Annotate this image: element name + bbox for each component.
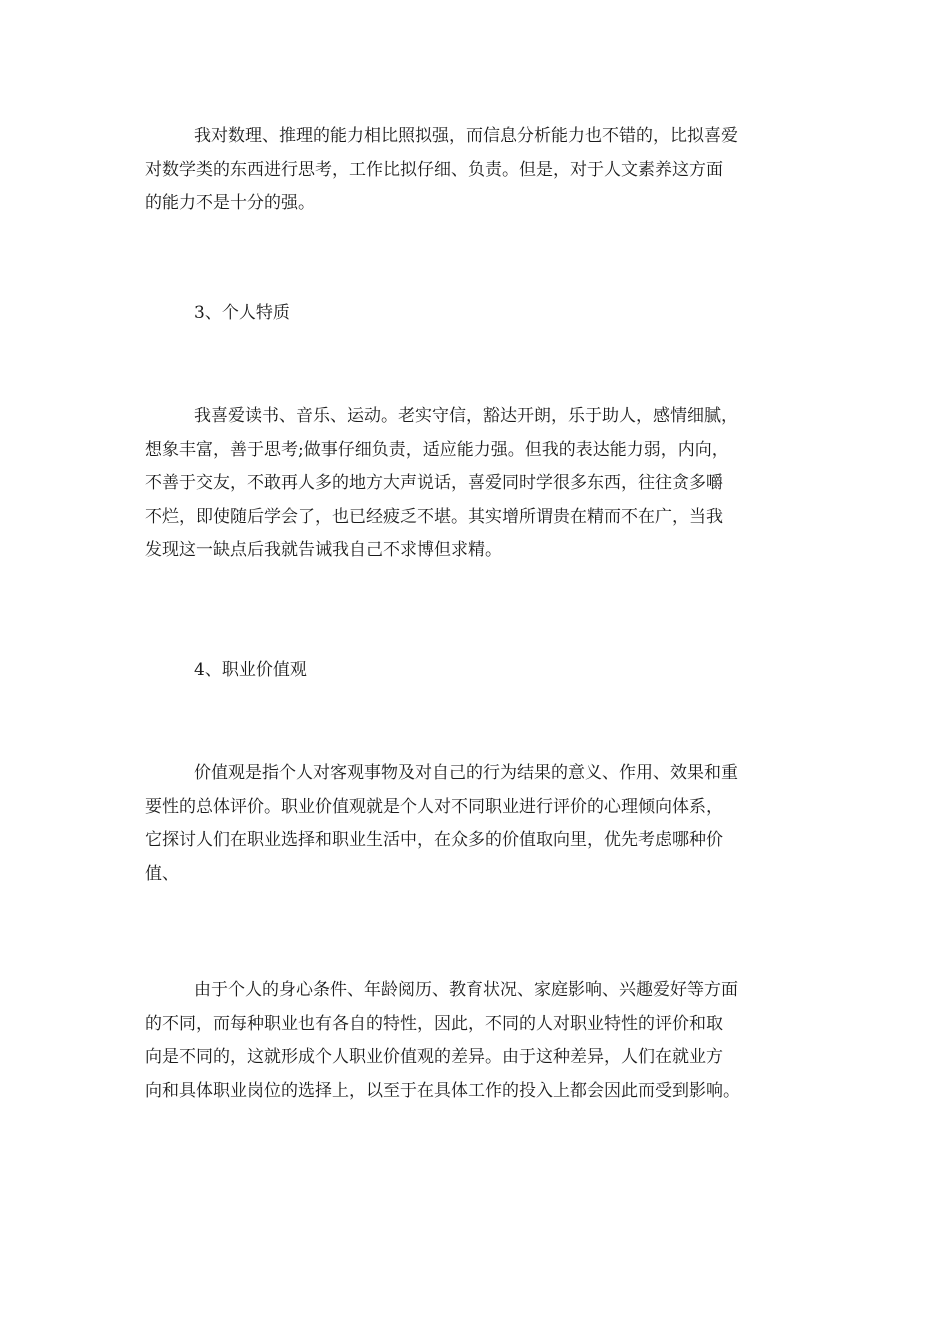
paragraph-line: 向和具体职业岗位的选择上，以至于在具体工作的投入上都会因此而受到影响。 xyxy=(145,1080,740,1101)
heading-text: 3、个人特质 xyxy=(194,303,290,323)
paragraph-career-values-differences xyxy=(145,974,825,1108)
section-heading-personal-traits xyxy=(145,297,825,331)
paragraph-line: 向是不同的，这就形成个人职业价值观的差异。由于这种差异，人们在就业方 xyxy=(145,1047,723,1067)
paragraph-line: 不善于交友，不敢再人多的地方大声说话，喜爱同时学很多东西，往往贪多嚼 xyxy=(145,473,723,493)
paragraph-career-values-definition xyxy=(145,757,825,891)
paragraph-line: 我对数理、推理的能力相比照拟强，而信息分析能力也不错的，比拟喜爱 xyxy=(194,126,738,146)
paragraph-abilities xyxy=(145,120,825,221)
paragraph-line: 我喜爱读书、音乐、运动。老实守信，豁达开朗，乐于助人，感情细腻， xyxy=(194,406,738,426)
paragraph-line: 值、 xyxy=(145,863,179,884)
paragraph-line: 价值观是指个人对客观事物及对自己的行为结果的意义、作用、效果和重 xyxy=(194,763,738,783)
paragraph-line: 由于个人的身心条件、年龄阅历、教育状况、家庭影响、兴趣爱好等方面 xyxy=(194,980,738,1000)
paragraph-line: 对数学类的东西进行思考，工作比拟仔细、负责。但是，对于人文素养这方面 xyxy=(145,159,723,180)
heading-text: 4、职业价值观 xyxy=(194,660,307,680)
paragraph-line: 的不同，而每种职业也有各自的特性，因此，不同的人对职业特性的评价和取 xyxy=(145,1013,723,1034)
paragraph-personal-traits xyxy=(145,400,825,568)
paragraph-line: 想象丰富，善于思考;做事仔细负责，适应能力强。但我的表达能力弱，内向， xyxy=(145,439,729,460)
paragraph-line: 它探讨人们在职业选择和职业生活中，在众多的价值取向里，优先考虑哪种价 xyxy=(145,830,723,850)
paragraph-line: 的能力不是十分的强。 xyxy=(145,193,315,213)
paragraph-line: 要性的总体评价。职业价值观就是个人对不同职业进行评价的心理倾向体系， xyxy=(145,796,723,817)
paragraph-line: 发现这一缺点后我就告诫我自己不求博但求精。 xyxy=(145,540,502,560)
paragraph-line: 不烂，即使随后学会了，也已经疲乏不堪。其实增所谓贵在精而不在广，当我 xyxy=(145,506,723,527)
section-heading-career-values xyxy=(145,654,825,688)
